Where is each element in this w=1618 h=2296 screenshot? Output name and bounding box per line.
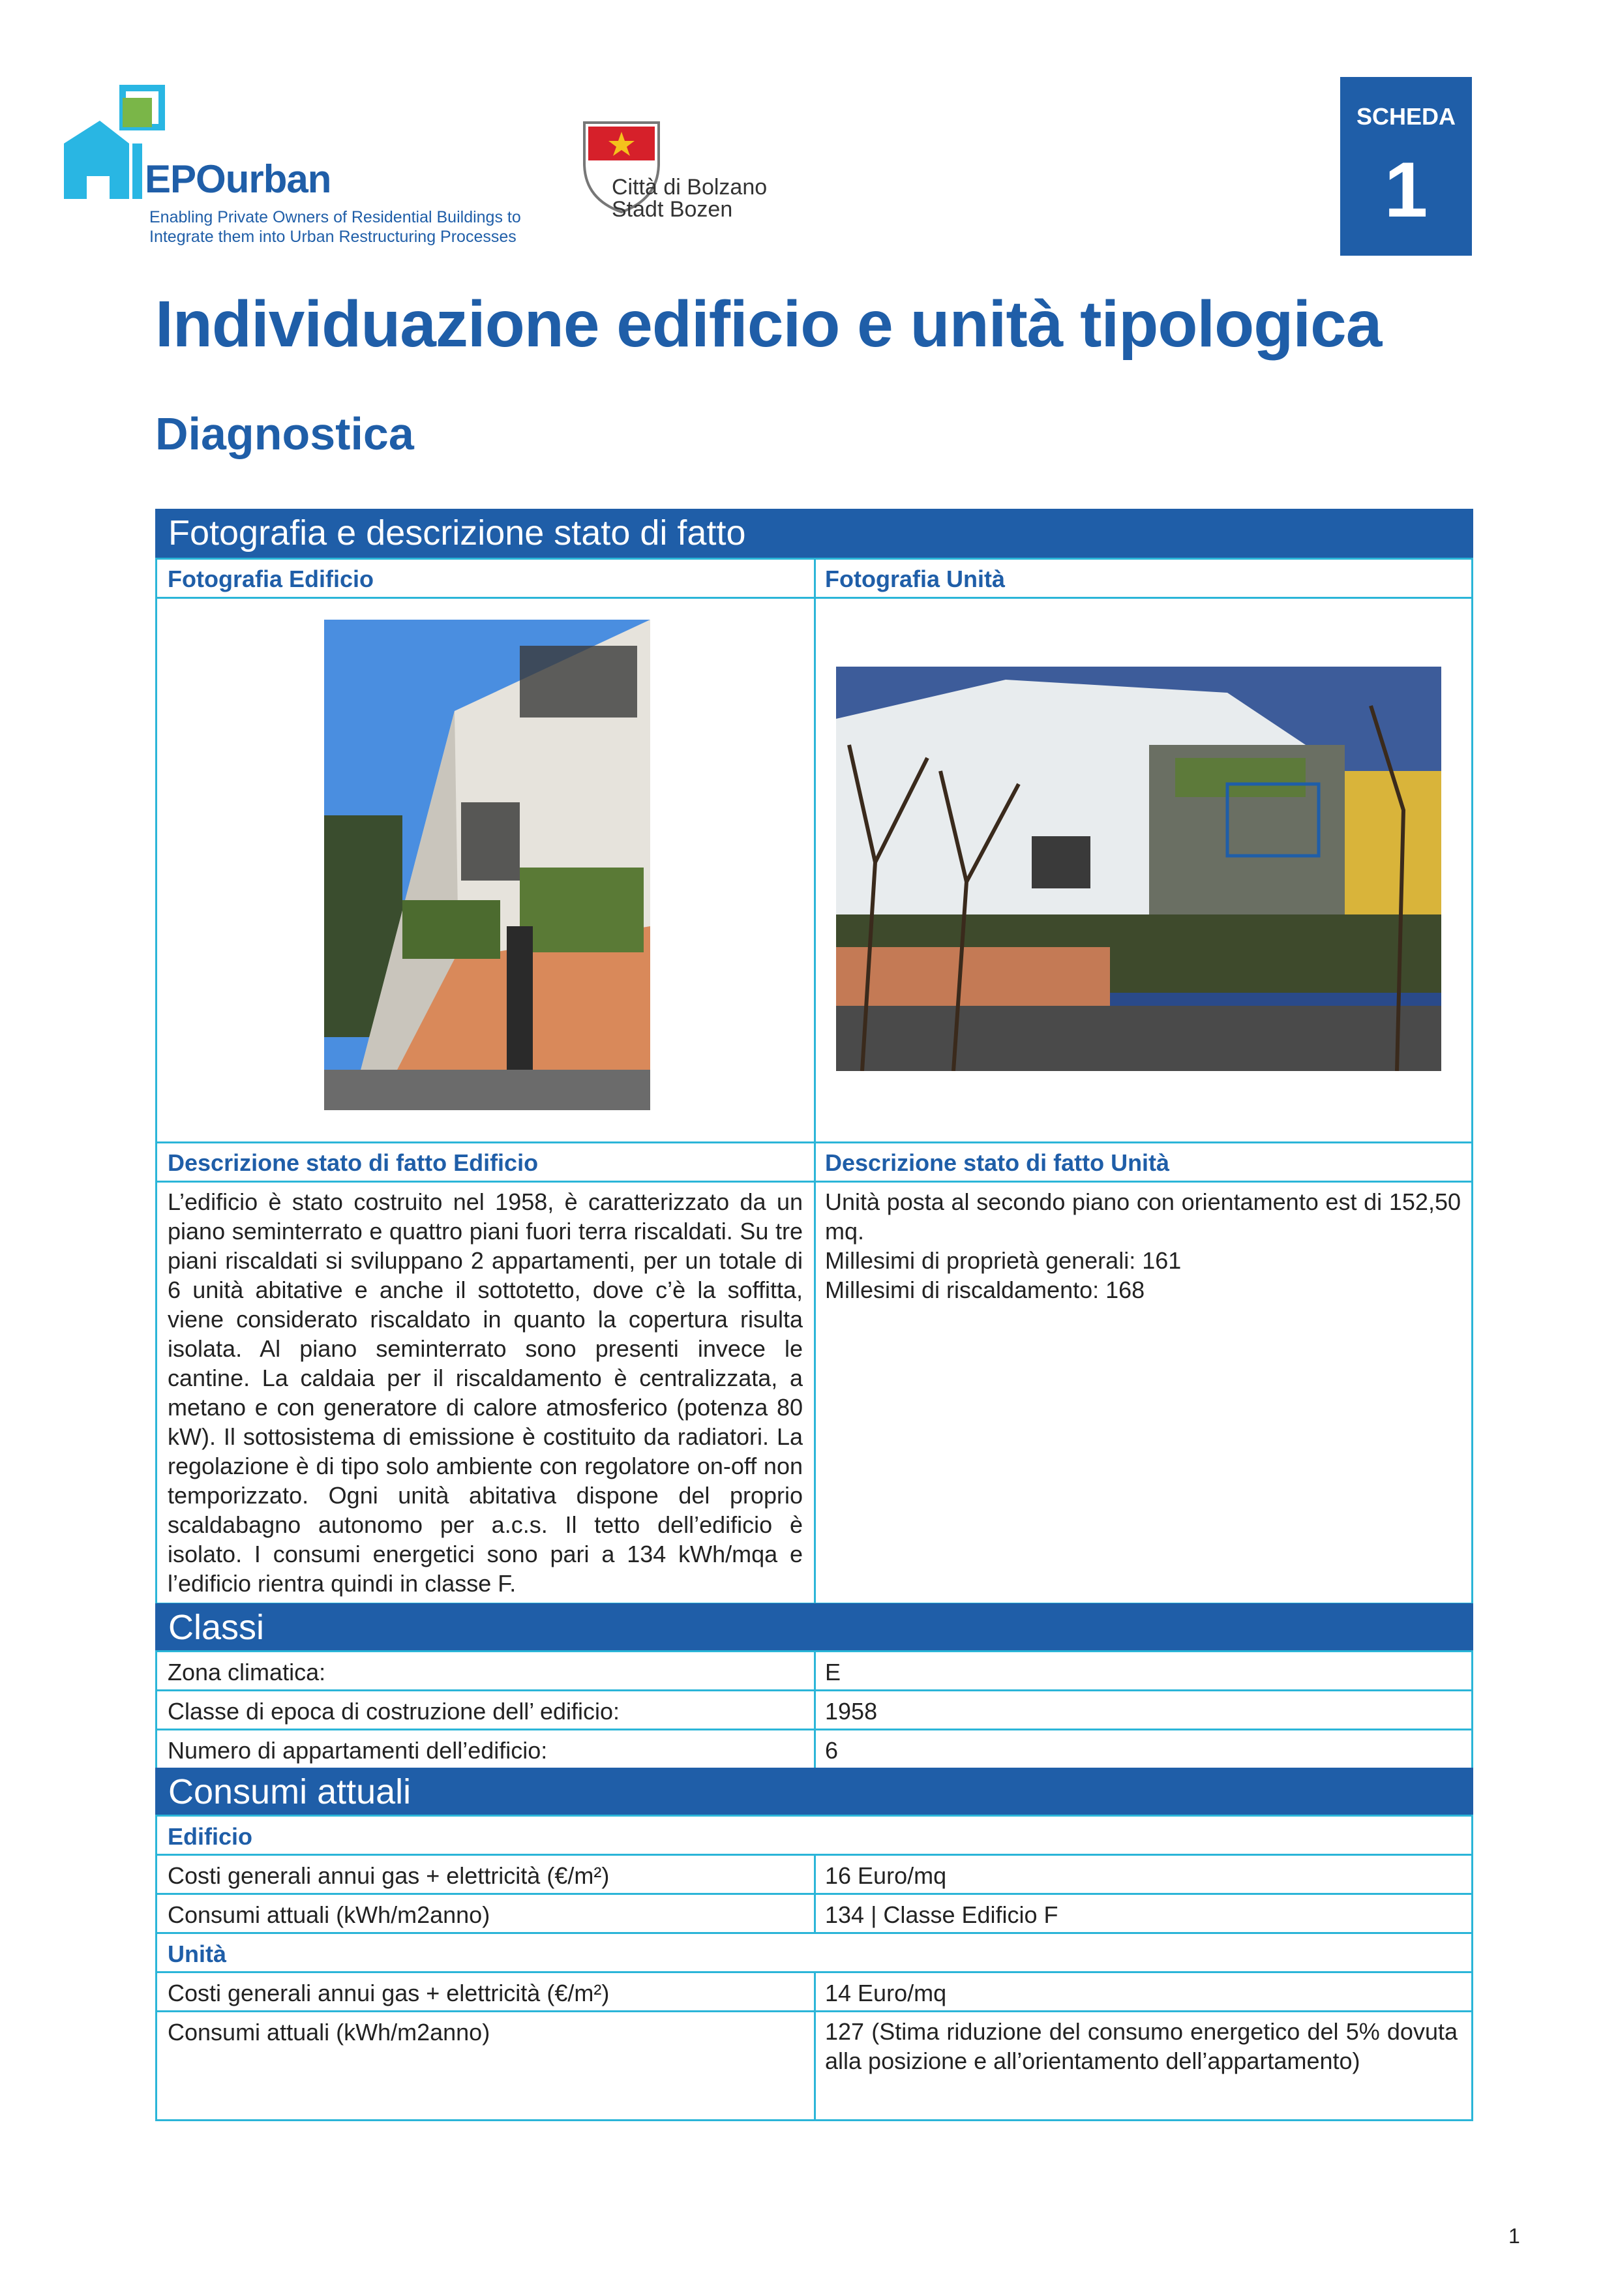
consumi-label: Costi generali annui gas + elettricità (€/m²): [168, 1862, 610, 1889]
desc-unit-line: Unità posta al secondo piano con orientamento est di 152,50 mq.: [825, 1188, 1461, 1245]
section-heading-fotografia: Fotografia e descrizione stato di fatto: [155, 509, 1473, 558]
epourban-name: EPOurban: [145, 157, 331, 201]
consumi-edificio-label: Edificio: [168, 1823, 253, 1850]
page-title: Individuazione edificio e unità tipologica: [155, 288, 1382, 361]
desc-unit-label: Descrizione stato di fatto Unità: [825, 1149, 1170, 1176]
desc-unit-text: [825, 1187, 1461, 1305]
desc-building-label: Descrizione stato di fatto Edificio: [168, 1149, 539, 1176]
photo-building-label: Fotografia Edificio: [168, 566, 374, 592]
classi-label: Zona climatica:: [168, 1659, 326, 1685]
page-number: 1: [1508, 2224, 1520, 2248]
classi-label: Numero di appartamenti dell’edificio:: [168, 1737, 548, 1764]
building-photo: [324, 620, 650, 1110]
section-heading-consumi: Consumi attuali: [155, 1768, 1473, 1817]
consumi-label: Consumi attuali (kWh/m2anno): [168, 2019, 490, 2046]
section-heading-classi: Classi: [155, 1603, 1473, 1652]
consumi-value: 127 (Stima riduzione del consumo energetico del 5% dovuta alla posizione e all’orientamento dell’appartamento): [825, 2018, 1458, 2074]
bolzano-name: [612, 176, 767, 220]
classi-value: 1958: [825, 1698, 878, 1725]
unit-photo: [836, 667, 1441, 1071]
consumi-label: Consumi attuali (kWh/m2anno): [168, 1901, 490, 1928]
table-row: [814, 1650, 1473, 1691]
scheda-badge: [1340, 77, 1472, 256]
classi-label: Classe di epoca di costruzione dell’ edificio:: [168, 1698, 620, 1725]
consumi-unita-label: Unità: [168, 1941, 226, 1967]
page-subtitle: Diagnostica: [155, 408, 414, 459]
consumi-label: Costi generali annui gas + elettricità (€/m²): [168, 1980, 610, 2006]
photo-unit-label: Fotografia Unità: [825, 566, 1005, 592]
bolzano-name-it: Città di Bolzano: [612, 175, 768, 200]
bolzano-name-de: Stadt Bozen: [612, 197, 733, 222]
table-row: [814, 1689, 1473, 1730]
epourban-tagline: Enabling Private Owners of Residential Buildings to Integrate them into Urban Restructuring Processes: [149, 208, 521, 246]
subheading-row: [155, 1815, 1473, 1856]
classi-value: E: [825, 1659, 841, 1685]
scheda-number: 1: [1384, 146, 1428, 234]
desc-unit-line: Millesimi di proprietà generali: 161: [825, 1247, 1182, 1274]
desc-unit-line: Millesimi di riscaldamento: 168: [825, 1276, 1145, 1303]
consumi-value: 134 | Classe Edificio F: [825, 1901, 1058, 1928]
consumi-value: 14 Euro/mq: [825, 1980, 947, 2006]
consumi-value: 16 Euro/mq: [825, 1862, 947, 1889]
classi-value: 6: [825, 1737, 839, 1764]
desc-building-text: L’edificio è stato costruito nel 1958, è caratterizzato da un piano seminterrato e quattro piani fuori terra riscaldati. Su tre piani riscaldati si sviluppano 2 appartamenti, per un totale di 6 unità abitative e anche il sottotetto, dove c’è la soffitta, viene considerato riscaldato in quanto la copertura risulta isolata. Al piano seminterrato sono presenti invece le cantine. La caldaia per il riscaldamento è centralizzata, a metano e con generatore di calore atmosferico (potenza 80 kW). Il sottosistema di emissione è costituito da radiatori. La regolazione è di tipo solo ambiente con regolatore on-off non temporizzato. Ogni unità abitativa dispone del proprio scaldabagno autonomo per a.c.s. Il tetto dell’edificio è isolato. I consumi energetici sono pari a 134 kWh/mqa e l’edificio rientra quindi in classe F.: [168, 1188, 803, 1597]
subheading-row: [155, 1932, 1473, 1973]
table-row: [814, 1729, 1473, 1770]
scheda-label: SCHEDA: [1356, 103, 1456, 130]
